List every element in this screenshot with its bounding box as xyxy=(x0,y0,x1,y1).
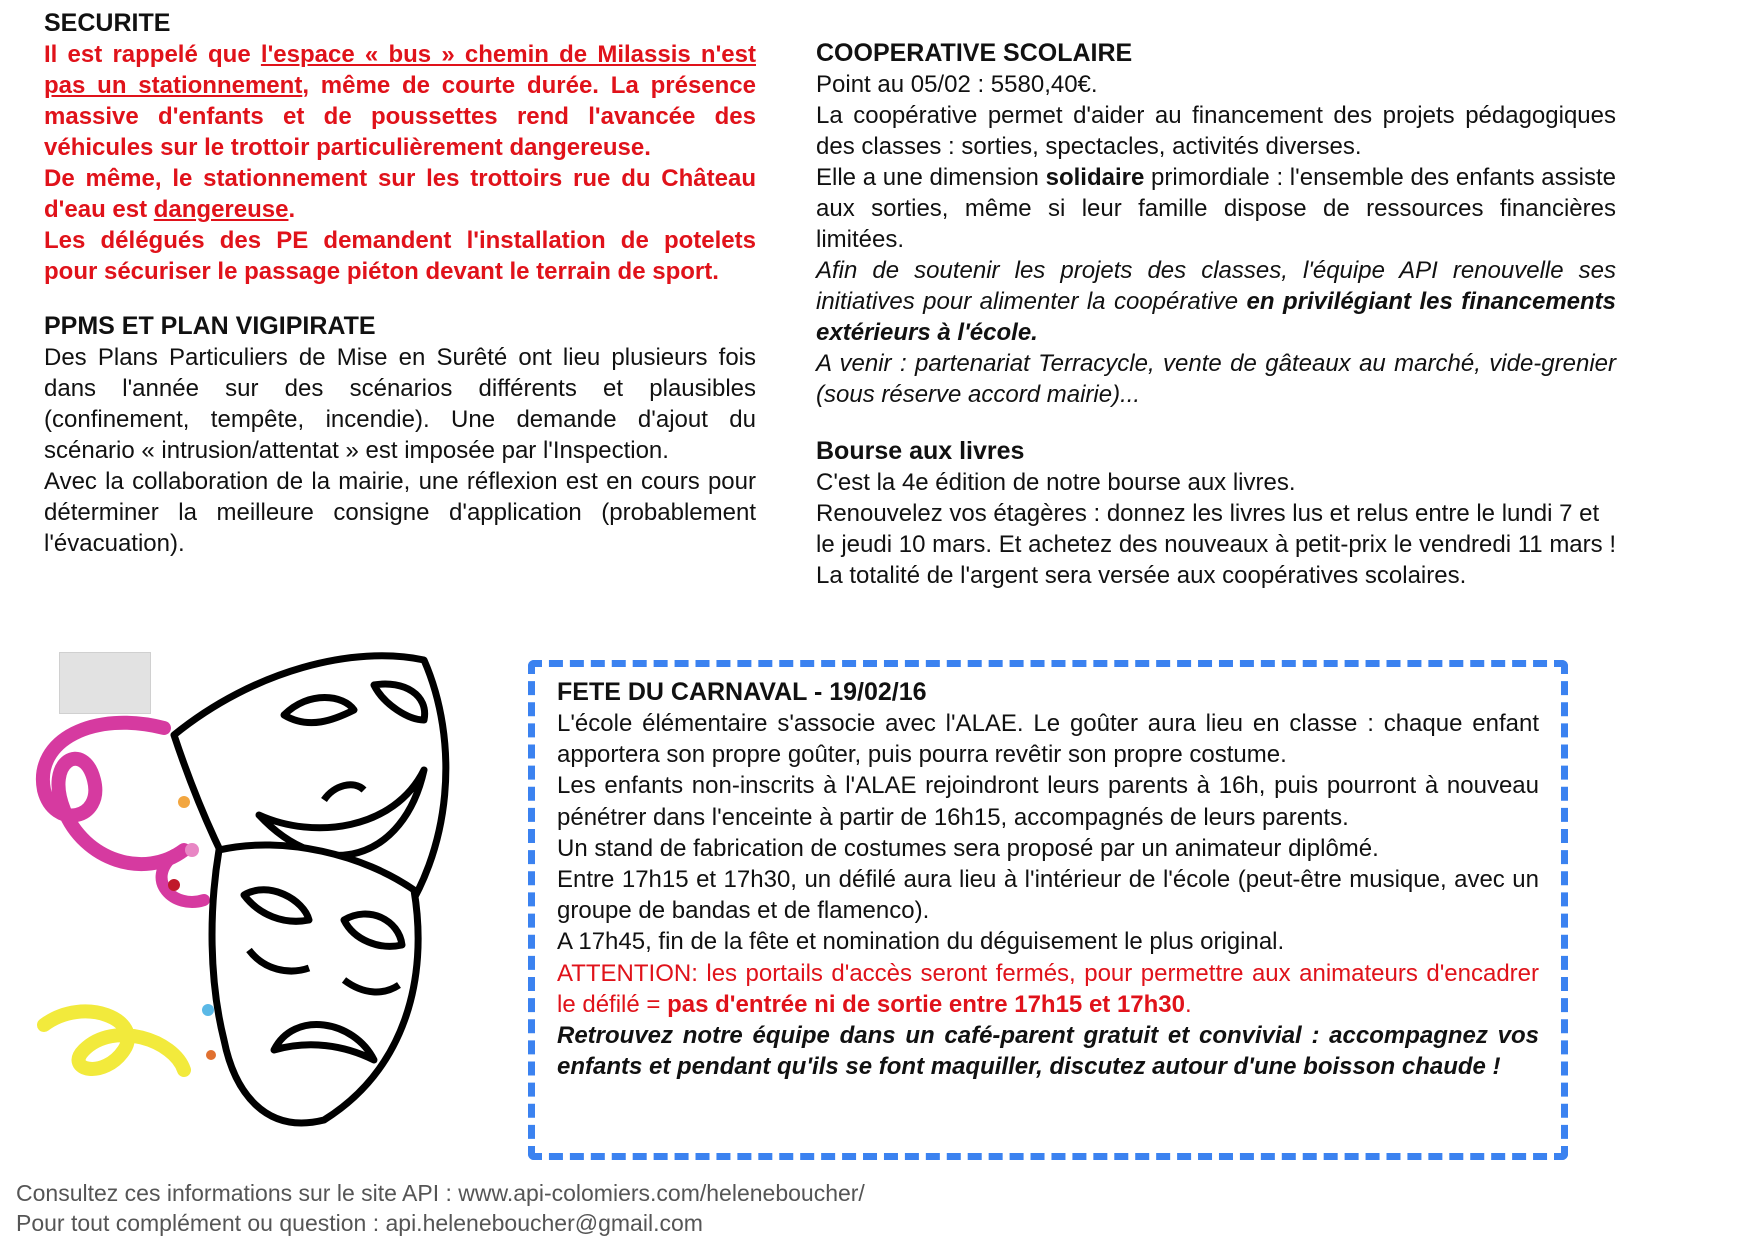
carnaval-attention: ATTENTION: les portails d'accès seront fermés, pour permettre aux animateurs d'encadrer le défilé = pas d'entrée ni de sortie entre 17h15 et 17h30. xyxy=(557,959,1539,1018)
cooperative-title: COOPERATIVE SCOLAIRE xyxy=(816,39,1133,67)
carnaval-box xyxy=(528,660,1568,1160)
carnaval-paragraph-5: A 17h45, fin de la fête et nomination du déguisement le plus original. xyxy=(557,928,1285,956)
securite-paragraph-3: Les délégués des PE demandent l'installation de potelets pour sécuriser le passage piéton devant le terrain de sport. xyxy=(44,227,756,285)
left-column xyxy=(44,8,756,559)
streamer-icon xyxy=(43,723,184,864)
theatre-masks-icon xyxy=(24,650,484,1140)
ppms-title: PPMS ET PLAN VIGIPIRATE xyxy=(44,312,376,340)
bourse-line-2: Renouvelez vos étagères : donnez les livres lus et relus entre le lundi 7 et le jeudi 10 mars. Et achetez des nouveaux à petit-prix le vendredi 11 mars ! xyxy=(816,500,1616,558)
securite-title: SECURITE xyxy=(44,9,171,37)
ppms-paragraph-2: Avec la collaboration de la mairie, une réflexion est en cours pour déterminer la meilleure consigne d'application (probablement l'évacuation). xyxy=(44,468,756,557)
ppms-paragraph-1: Des Plans Particuliers de Mise en Surêté ont lieu plusieurs fois dans l'année sur des scénarios différents et plausibles (confinement, tempête, incendie). Une demande d'ajout du scénario « intrusion/attentat » est imposée par l'Inspection. xyxy=(44,344,756,464)
securite-paragraph-1: Il est rappelé que l'espace « bus » chemin de Milassis n'est pas un stationnement, même de courte durée. La présence massive d'enfants et de poussettes rend l'avancée des véhicules sur le trottoir particulièrement dangereuse. xyxy=(44,41,756,161)
carnaval-title: FETE DU CARNAVAL - 19/02/16 xyxy=(557,678,927,706)
cooperative-point: Point au 05/02 : 5580,40€. xyxy=(816,71,1098,98)
bourse-line-1: C'est la 4e édition de notre bourse aux livres. xyxy=(816,469,1296,496)
cooperative-paragraph-1: La coopérative permet d'aider au financement des projets pédagogiques des classes : sorties, spectacles, activités diverses. xyxy=(816,102,1616,160)
footer-website-line: Consultez ces informations sur le site API : www.api-colomiers.com/heleneboucher/ xyxy=(16,1180,865,1206)
streamer-icon xyxy=(44,1011,184,1070)
carnaval-closing: Retrouvez notre équipe dans un café-parent gratuit et convivial : accompagnez vos enfants et pendant qu'ils se font maquiller, discutez autour d'une boisson chaude ! xyxy=(557,1022,1539,1081)
right-column xyxy=(816,38,1616,591)
carnaval-paragraph-3: Un stand de fabrication de costumes sera proposé par un animateur diplômé. xyxy=(557,834,1379,862)
cooperative-paragraph-4: A venir : partenariat Terracycle, vente de gâteaux au marché, vide-grenier (sous réserve accord mairie)... xyxy=(816,350,1616,408)
footer-email-line: Pour tout complément ou question : api.heleneboucher@gmail.com xyxy=(16,1210,703,1236)
carnaval-paragraph-4: Entre 17h15 et 17h30, un défilé aura lieu à l'intérieur de l'école (peut-être musique, avec un groupe de bandas et de flamenco). xyxy=(557,866,1539,925)
footer xyxy=(16,1178,865,1238)
carnaval-paragraph-1: L'école élémentaire s'associe avec l'ALAE. Le goûter aura lieu en classe : chaque enfant apportera son propre goûter, puis pourra revêtir son propre costume. xyxy=(557,710,1539,769)
bourse-title: Bourse aux livres xyxy=(816,437,1025,465)
securite-paragraph-2: De même, le stationnement sur les trottoirs rue du Château d'eau est dangereuse. xyxy=(44,165,756,223)
carnaval-paragraph-2: Les enfants non-inscrits à l'ALAE rejoindront leurs parents à 16h, puis pourront à nouveau pénétrer dans l'enceinte à partir de 16h15, accompagnés de leurs parents. xyxy=(557,772,1539,831)
cooperative-paragraph-2: Elle a une dimension solidaire primordiale : l'ensemble des enfants assiste aux sorties, même si leur famille dispose de ressources financières limitées. xyxy=(816,164,1616,253)
bourse-line-3: La totalité de l'argent sera versée aux coopératives scolaires. xyxy=(816,562,1467,589)
cooperative-paragraph-3: Afin de soutenir les projets des classes, l'équipe API renouvelle ses initiatives pour alimenter la coopérative en privilégiant les financements extérieurs à l'école. xyxy=(816,257,1617,346)
securite-underlined-text: l'espace « bus » chemin de Milassis n'est pas un stationnement xyxy=(44,41,756,99)
